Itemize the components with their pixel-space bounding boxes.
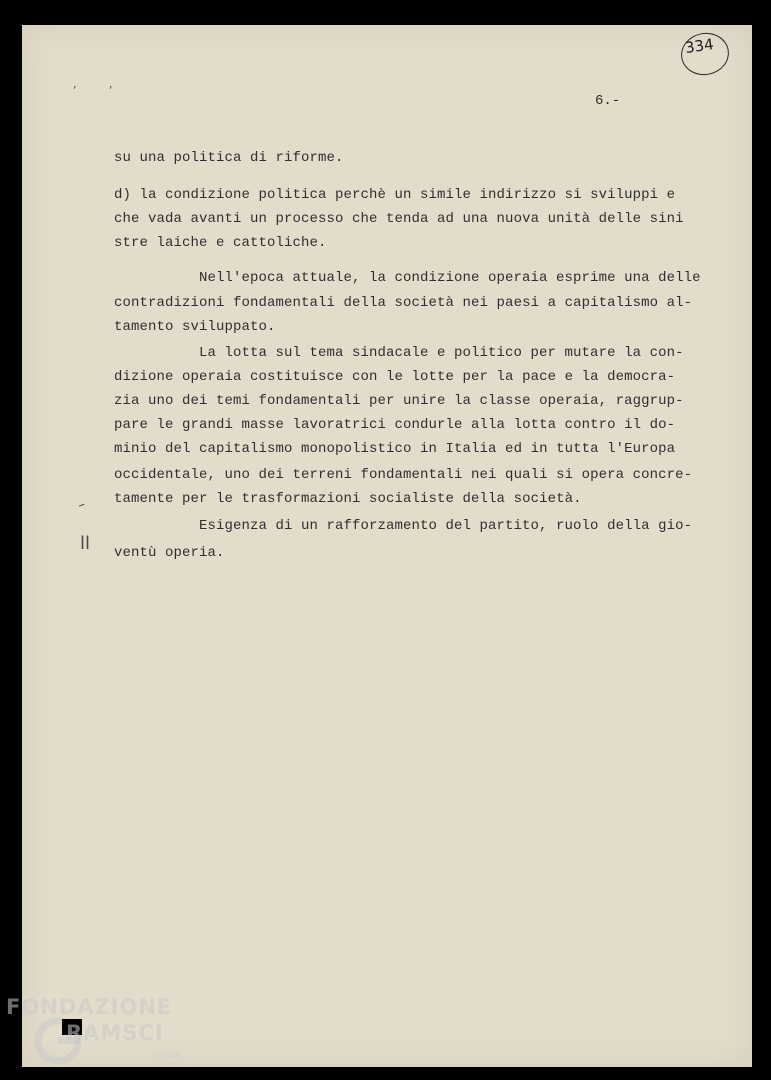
watermark-line1: FONDAZIONE [6, 995, 173, 1019]
text-line: contradizioni fondamentali della società nei paesi a capitalismo al- [114, 295, 693, 311]
page-number: 6.- [595, 93, 621, 109]
text-line: tamento sviluppato. [114, 319, 276, 335]
margin-pencil-mark: – [75, 496, 88, 514]
text-line: Esigenza di un rafforzamento del partito, ruolo della gio- [199, 518, 693, 534]
text-line: zia uno dei temi fondamentali per unire la classe operaia, raggrup- [114, 393, 684, 409]
text-line: su una politica di riforme. [114, 150, 344, 166]
paper-specks: ‚ ‚ [72, 80, 127, 91]
text-line: La lotta sul tema sindacale e politico per mutare la con- [199, 345, 684, 361]
text-line: tamente per le trasformazioni socialiste della società. [114, 491, 582, 507]
text-line: Nell'epoca attuale, la condizione operaia esprime una delle [199, 270, 701, 286]
text-line: che vada avanti un processo che tenda ad una nuova unità delle sini [114, 211, 684, 227]
text-line: ventù operia. [114, 545, 225, 561]
watermark-suffix: onlus [156, 1051, 181, 1061]
foundation-watermark [6, 995, 196, 1075]
text-line: minio del capitalismo monopolistico in Italia ed in tutta l'Europa [114, 441, 676, 457]
text-line: pare le grandi masse lavoratrici condurle alla lotta contro il do- [114, 417, 676, 433]
text-line: d) la condizione politica perchè un simile indirizzo si sviluppi e [114, 187, 676, 203]
text-line: stre laiche e cattoliche. [114, 235, 327, 251]
watermark-line2: RAMSCI [66, 1021, 164, 1045]
margin-pencil-mark: ll [80, 533, 91, 554]
text-line: occidentale, uno dei terreni fondamentali nei quali si opera concre- [114, 467, 693, 483]
text-line: dizione operaia costituisce con le lotte per la pace e la democra- [114, 369, 676, 385]
archive-number: 334 [683, 35, 715, 57]
